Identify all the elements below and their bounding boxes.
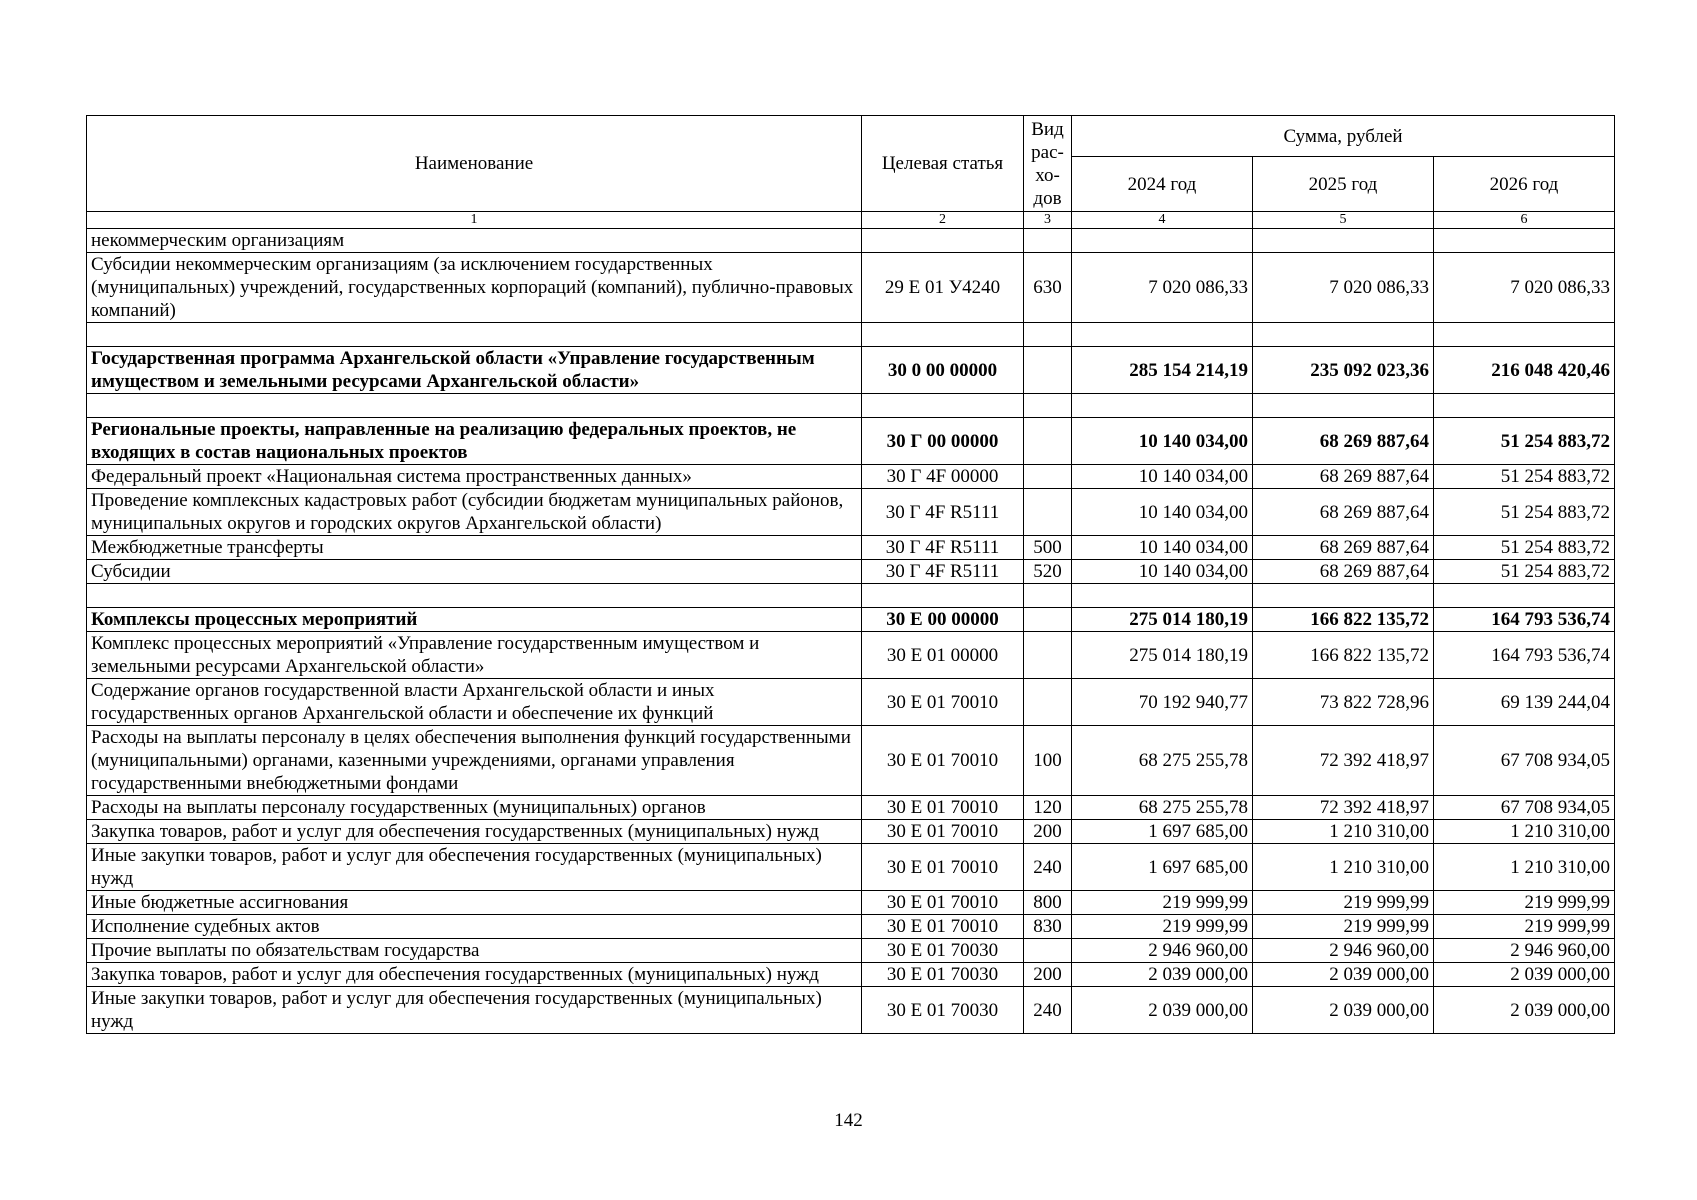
row-2026-cell: 7 020 086,33 bbox=[1434, 253, 1615, 323]
table-row bbox=[87, 632, 1615, 679]
column-number: 4 bbox=[1072, 212, 1253, 229]
row-name-cell: Иные бюджетные ассигнования bbox=[87, 891, 862, 915]
table-row bbox=[87, 229, 1615, 253]
row-vid-cell: 100 bbox=[1024, 726, 1072, 796]
row-vid-cell bbox=[1024, 489, 1072, 536]
row-2025-cell: 2 039 000,00 bbox=[1253, 963, 1434, 987]
column-numbers-row bbox=[87, 212, 1615, 229]
row-code-cell: 30 Г 4F R5111 bbox=[862, 560, 1024, 584]
row-2026-cell: 164 793 536,74 bbox=[1434, 632, 1615, 679]
header-2025: 2025 год bbox=[1253, 157, 1434, 212]
table-row bbox=[87, 418, 1615, 465]
row-2024-cell: 10 140 034,00 bbox=[1072, 465, 1253, 489]
row-name-cell: Субсидии некоммерческим организациям (за исключением государственных (муниципальных) учреждений, государственных корпораций (компаний), публично-правовых компаний) bbox=[87, 253, 862, 323]
row-vid-cell bbox=[1024, 632, 1072, 679]
row-name-cell: Расходы на выплаты персоналу в целях обеспечения выполнения функций государственными (муниципальными) органами, казенными учреждениями, органами управления государственными внебюджетными фондами bbox=[87, 726, 862, 796]
table-body bbox=[87, 229, 1615, 1034]
row-code-cell: 30 Г 00 00000 bbox=[862, 418, 1024, 465]
row-2025-cell: 68 269 887,64 bbox=[1253, 418, 1434, 465]
row-2024-cell: 1 697 685,00 bbox=[1072, 820, 1253, 844]
row-vid-cell: 500 bbox=[1024, 536, 1072, 560]
table-row bbox=[87, 820, 1615, 844]
row-2025-cell: 73 822 728,96 bbox=[1253, 679, 1434, 726]
table-row bbox=[87, 796, 1615, 820]
row-name-cell: Субсидии bbox=[87, 560, 862, 584]
row-2024-cell: 68 275 255,78 bbox=[1072, 726, 1253, 796]
row-2024-cell: 10 140 034,00 bbox=[1072, 536, 1253, 560]
row-2025-cell: 1 210 310,00 bbox=[1253, 844, 1434, 891]
row-name-cell bbox=[87, 394, 862, 418]
row-2026-cell: 67 708 934,05 bbox=[1434, 796, 1615, 820]
row-code-cell: 30 Е 01 70030 bbox=[862, 987, 1024, 1034]
row-2026-cell: 51 254 883,72 bbox=[1434, 560, 1615, 584]
row-code-cell bbox=[862, 394, 1024, 418]
row-2026-cell bbox=[1434, 394, 1615, 418]
column-number: 3 bbox=[1024, 212, 1072, 229]
row-2025-cell bbox=[1253, 394, 1434, 418]
row-code-cell: 29 Е 01 У4240 bbox=[862, 253, 1024, 323]
row-name-cell: Комплекс процессных мероприятий «Управление государственным имуществом и земельными ресурсами Архангельской области» bbox=[87, 632, 862, 679]
table-row bbox=[87, 679, 1615, 726]
row-name-cell: Содержание органов государственной власти Архангельской области и иных государственных органов Архангельской области и обеспечение их функций bbox=[87, 679, 862, 726]
row-2026-cell: 219 999,99 bbox=[1434, 915, 1615, 939]
row-2024-cell: 219 999,99 bbox=[1072, 915, 1253, 939]
row-2024-cell: 70 192 940,77 bbox=[1072, 679, 1253, 726]
row-2024-cell bbox=[1072, 394, 1253, 418]
row-2024-cell bbox=[1072, 323, 1253, 347]
table-row bbox=[87, 323, 1615, 347]
row-2026-cell: 51 254 883,72 bbox=[1434, 536, 1615, 560]
row-2024-cell bbox=[1072, 584, 1253, 608]
table-row bbox=[87, 253, 1615, 323]
row-2026-cell: 51 254 883,72 bbox=[1434, 465, 1615, 489]
table-row bbox=[87, 608, 1615, 632]
row-code-cell: 30 Е 01 70010 bbox=[862, 726, 1024, 796]
row-2026-cell: 1 210 310,00 bbox=[1434, 844, 1615, 891]
row-name-cell: Комплексы процессных мероприятий bbox=[87, 608, 862, 632]
row-2025-cell: 2 039 000,00 bbox=[1253, 987, 1434, 1034]
row-vid-cell bbox=[1024, 465, 1072, 489]
row-name-cell: Государственная программа Архангельской области «Управление государственным имуществом и земельными ресурсами Архангельской области» bbox=[87, 347, 862, 394]
row-name-cell: Проведение комплексных кадастровых работ (субсидии бюджетам муниципальных районов, муниципальных округов и городских округов Архангельской области) bbox=[87, 489, 862, 536]
table-row bbox=[87, 987, 1615, 1034]
header-name: Наименование bbox=[87, 116, 862, 212]
row-name-cell: Федеральный проект «Национальная система пространственных данных» bbox=[87, 465, 862, 489]
table-row bbox=[87, 560, 1615, 584]
row-2025-cell: 219 999,99 bbox=[1253, 891, 1434, 915]
table-row bbox=[87, 891, 1615, 915]
table-row bbox=[87, 726, 1615, 796]
row-vid-cell bbox=[1024, 608, 1072, 632]
row-2026-cell bbox=[1434, 584, 1615, 608]
row-vid-cell: 120 bbox=[1024, 796, 1072, 820]
row-2024-cell: 285 154 214,19 bbox=[1072, 347, 1253, 394]
row-2024-cell: 10 140 034,00 bbox=[1072, 418, 1253, 465]
row-2025-cell: 72 392 418,97 bbox=[1253, 796, 1434, 820]
row-vid-cell bbox=[1024, 323, 1072, 347]
column-number: 6 bbox=[1434, 212, 1615, 229]
row-2026-cell: 219 999,99 bbox=[1434, 891, 1615, 915]
table-row bbox=[87, 939, 1615, 963]
row-name-cell: Исполнение судебных актов bbox=[87, 915, 862, 939]
row-2026-cell: 2 039 000,00 bbox=[1434, 987, 1615, 1034]
row-2024-cell: 10 140 034,00 bbox=[1072, 560, 1253, 584]
row-code-cell: 30 Г 4F 00000 bbox=[862, 465, 1024, 489]
row-2024-cell: 1 697 685,00 bbox=[1072, 844, 1253, 891]
table-row bbox=[87, 489, 1615, 536]
row-code-cell: 30 Е 01 70010 bbox=[862, 891, 1024, 915]
row-name-cell: Закупка товаров, работ и услуг для обеспечения государственных (муниципальных) нужд bbox=[87, 963, 862, 987]
row-vid-cell: 240 bbox=[1024, 987, 1072, 1034]
header-vid: Вид рас-хо-дов bbox=[1024, 116, 1072, 212]
row-vid-cell bbox=[1024, 394, 1072, 418]
column-number: 1 bbox=[87, 212, 862, 229]
row-name-cell bbox=[87, 584, 862, 608]
row-2026-cell: 1 210 310,00 bbox=[1434, 820, 1615, 844]
row-vid-cell: 630 bbox=[1024, 253, 1072, 323]
row-2026-cell: 2 039 000,00 bbox=[1434, 963, 1615, 987]
row-code-cell: 30 Е 00 00000 bbox=[862, 608, 1024, 632]
row-name-cell: Межбюджетные трансферты bbox=[87, 536, 862, 560]
row-2025-cell: 68 269 887,64 bbox=[1253, 489, 1434, 536]
row-code-cell: 30 Г 4F R5111 bbox=[862, 536, 1024, 560]
row-code-cell: 30 Е 01 70010 bbox=[862, 844, 1024, 891]
row-name-cell: Прочие выплаты по обязательствам государства bbox=[87, 939, 862, 963]
row-2025-cell: 68 269 887,64 bbox=[1253, 536, 1434, 560]
row-2026-cell bbox=[1434, 229, 1615, 253]
page-number: 142 bbox=[834, 1110, 863, 1131]
row-code-cell bbox=[862, 229, 1024, 253]
row-vid-cell: 800 bbox=[1024, 891, 1072, 915]
row-vid-cell bbox=[1024, 418, 1072, 465]
row-2026-cell: 51 254 883,72 bbox=[1434, 489, 1615, 536]
row-code-cell bbox=[862, 323, 1024, 347]
row-2025-cell: 166 822 135,72 bbox=[1253, 632, 1434, 679]
header-sum: Сумма, рублей bbox=[1072, 116, 1615, 157]
row-2026-cell: 2 946 960,00 bbox=[1434, 939, 1615, 963]
table-row bbox=[87, 394, 1615, 418]
row-2024-cell: 68 275 255,78 bbox=[1072, 796, 1253, 820]
row-2025-cell: 219 999,99 bbox=[1253, 915, 1434, 939]
row-2025-cell: 166 822 135,72 bbox=[1253, 608, 1434, 632]
row-code-cell: 30 Г 4F R5111 bbox=[862, 489, 1024, 536]
row-name-cell: Закупка товаров, работ и услуг для обеспечения государственных (муниципальных) нужд bbox=[87, 820, 862, 844]
table-row bbox=[87, 844, 1615, 891]
row-2024-cell: 275 014 180,19 bbox=[1072, 608, 1253, 632]
row-2024-cell: 7 020 086,33 bbox=[1072, 253, 1253, 323]
header-2024: 2024 год bbox=[1072, 157, 1253, 212]
row-code-cell: 30 Е 01 70010 bbox=[862, 820, 1024, 844]
row-code-cell: 30 Е 01 70010 bbox=[862, 679, 1024, 726]
row-2025-cell: 68 269 887,64 bbox=[1253, 560, 1434, 584]
budget-table bbox=[86, 115, 1615, 1034]
row-code-cell: 30 Е 01 70010 bbox=[862, 796, 1024, 820]
row-name-cell: Региональные проекты, направленные на реализацию федеральных проектов, не входящих в состав национальных проектов bbox=[87, 418, 862, 465]
table-row bbox=[87, 584, 1615, 608]
row-vid-cell: 200 bbox=[1024, 963, 1072, 987]
row-vid-cell bbox=[1024, 347, 1072, 394]
header-2026: 2026 год bbox=[1434, 157, 1615, 212]
row-2024-cell: 275 014 180,19 bbox=[1072, 632, 1253, 679]
row-2024-cell: 2 039 000,00 bbox=[1072, 987, 1253, 1034]
row-name-cell: Расходы на выплаты персоналу государственных (муниципальных) органов bbox=[87, 796, 862, 820]
row-2026-cell: 67 708 934,05 bbox=[1434, 726, 1615, 796]
row-2025-cell: 72 392 418,97 bbox=[1253, 726, 1434, 796]
column-number: 5 bbox=[1253, 212, 1434, 229]
row-code-cell: 30 Е 01 70030 bbox=[862, 963, 1024, 987]
row-2026-cell: 164 793 536,74 bbox=[1434, 608, 1615, 632]
row-2024-cell: 219 999,99 bbox=[1072, 891, 1253, 915]
table-row bbox=[87, 536, 1615, 560]
row-vid-cell: 200 bbox=[1024, 820, 1072, 844]
row-2025-cell bbox=[1253, 229, 1434, 253]
row-vid-cell: 830 bbox=[1024, 915, 1072, 939]
row-2025-cell: 2 946 960,00 bbox=[1253, 939, 1434, 963]
row-vid-cell: 520 bbox=[1024, 560, 1072, 584]
table-row bbox=[87, 963, 1615, 987]
row-2024-cell: 2 039 000,00 bbox=[1072, 963, 1253, 987]
row-2024-cell bbox=[1072, 229, 1253, 253]
row-2025-cell: 1 210 310,00 bbox=[1253, 820, 1434, 844]
table-row bbox=[87, 465, 1615, 489]
row-2026-cell: 69 139 244,04 bbox=[1434, 679, 1615, 726]
row-name-cell: Иные закупки товаров, работ и услуг для обеспечения государственных (муниципальных) нужд bbox=[87, 844, 862, 891]
row-2025-cell bbox=[1253, 584, 1434, 608]
row-2024-cell: 2 946 960,00 bbox=[1072, 939, 1253, 963]
row-code-cell: 30 Е 01 70010 bbox=[862, 915, 1024, 939]
row-vid-cell bbox=[1024, 584, 1072, 608]
row-code-cell: 30 Е 01 00000 bbox=[862, 632, 1024, 679]
row-2025-cell: 68 269 887,64 bbox=[1253, 465, 1434, 489]
row-code-cell: 30 0 00 00000 bbox=[862, 347, 1024, 394]
row-vid-cell bbox=[1024, 679, 1072, 726]
row-2025-cell: 7 020 086,33 bbox=[1253, 253, 1434, 323]
row-2026-cell: 51 254 883,72 bbox=[1434, 418, 1615, 465]
row-2024-cell: 10 140 034,00 bbox=[1072, 489, 1253, 536]
row-vid-cell bbox=[1024, 229, 1072, 253]
row-2026-cell bbox=[1434, 323, 1615, 347]
row-name-cell: Иные закупки товаров, работ и услуг для обеспечения государственных (муниципальных) нужд bbox=[87, 987, 862, 1034]
row-code-cell: 30 Е 01 70030 bbox=[862, 939, 1024, 963]
row-code-cell bbox=[862, 584, 1024, 608]
table-row bbox=[87, 915, 1615, 939]
row-2025-cell: 235 092 023,36 bbox=[1253, 347, 1434, 394]
header-code: Целевая статья bbox=[862, 116, 1024, 212]
row-2025-cell bbox=[1253, 323, 1434, 347]
row-vid-cell: 240 bbox=[1024, 844, 1072, 891]
row-vid-cell bbox=[1024, 939, 1072, 963]
row-name-cell: некоммерческим организациям bbox=[87, 229, 862, 253]
row-2026-cell: 216 048 420,46 bbox=[1434, 347, 1615, 394]
row-name-cell bbox=[87, 323, 862, 347]
table-row bbox=[87, 347, 1615, 394]
column-number: 2 bbox=[862, 212, 1024, 229]
